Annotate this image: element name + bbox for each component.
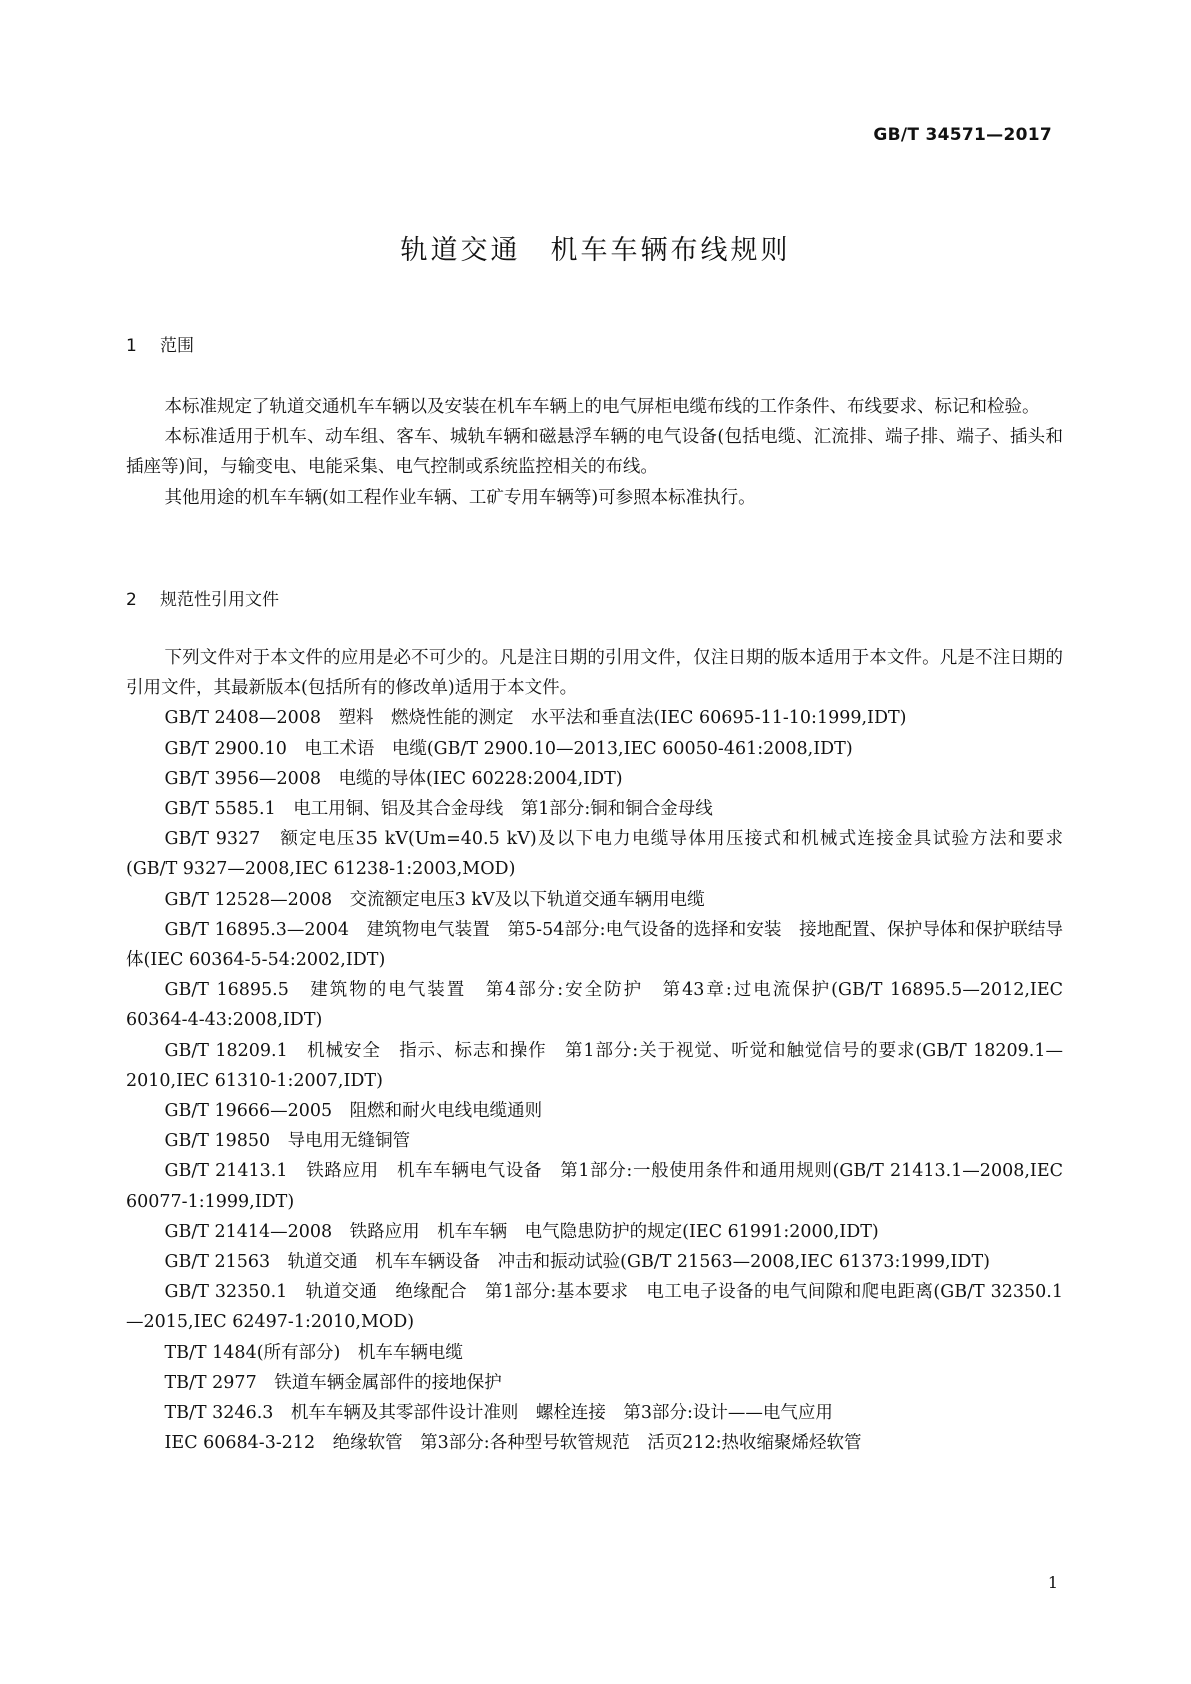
document-title: 轨道交通 机车车辆布线规则 <box>400 235 791 266</box>
references-body <box>126 643 1063 1458</box>
scope-body <box>126 392 1063 513</box>
reference-item: GB/T 21414—2008 铁路应用 机车车辆 电气隐患防护的规定(IEC 61991:2000,IDT) <box>164 1221 879 1242</box>
reference-item: GB/T 21413.1 铁路应用 机车车辆电气设备 第1部分:一般使用条件和通用规则(GB/T 21413.1—2008,IEC 60077-1:1999,IDT) <box>126 1161 1063 1212</box>
scope-paragraph: 其他用途的机车车辆(如工程作业车辆、工矿专用车辆等)可参照本标准执行。 <box>164 487 756 508</box>
page-number: 1 <box>1047 1573 1058 1592</box>
reference-item: GB/T 21563 轨道交通 机车车辆设备 冲击和振动试验(GB/T 21563—2008,IEC 61373:1999,IDT) <box>164 1252 990 1273</box>
scope-paragraph: 本标准规定了轨道交通机车车辆以及安装在机车车辆上的电气屏柜电缆布线的工作条件、布线要求、标记和检验。 <box>164 397 1040 417</box>
reference-item: IEC 60684-3-212 绝缘软管 第3部分:各种型号软管规范 活页212:热收缩聚烯烃软管 <box>164 1433 862 1454</box>
reference-item: GB/T 32350.1 轨道交通 绝缘配合 第1部分:基本要求 电工电子设备的电气间隙和爬电距离(GB/T 32350.1—2015,IEC 62497-1:2010,MOD) <box>126 1282 1063 1333</box>
reference-item: GB/T 3956—2008 电缆的导体(IEC 60228:2004,IDT) <box>164 768 623 789</box>
scope-paragraph: 本标准适用于机车、动车组、客车、城轨车辆和磁悬浮车辆的电气设备(包括电缆、汇流排、端子排、端子、插头和插座等)间，与输变电、电能采集、电气控制或系统监控相关的布线。 <box>126 427 1063 478</box>
reference-item: GB/T 2900.10 电工术语 电缆(GB/T 2900.10—2013,IEC 60050-461:2008,IDT) <box>164 738 853 759</box>
reference-item: GB/T 16895.3—2004 建筑物电气装置 第5-54部分:电气设备的选择和安装 接地配置、保护导体和保护联结导体(IEC 60364-5-54:2002,IDT) <box>126 919 1063 971</box>
reference-item: TB/T 1484(所有部分) 机车车辆电缆 <box>164 1342 463 1363</box>
reference-item: GB/T 18209.1 机械安全 指示、标志和操作 第1部分:关于视觉、听觉和触觉信号的要求(GB/T 18209.1—2010,IEC 61310-1:2007,IDT) <box>126 1040 1063 1091</box>
reference-item: GB/T 2408—2008 塑料 燃烧性能的测定 水平法和垂直法(IEC 60695-11-10:1999,IDT) <box>164 708 907 729</box>
section-heading-scope <box>126 331 194 356</box>
section-heading-normative-references <box>126 585 279 610</box>
reference-item: GB/T 16895.5 建筑物的电气装置 第4部分:安全防护 第43章:过电流保护(GB/T 16895.5—2012,IEC 60364-4-43:2008,IDT) <box>126 980 1063 1031</box>
section-title: 范围 <box>160 336 194 356</box>
reference-item: TB/T 2977 铁道车辆金属部件的接地保护 <box>164 1372 502 1393</box>
reference-item: GB/T 19666—2005 阻燃和耐火电线电缆通则 <box>164 1101 543 1122</box>
section-number: 1 <box>126 336 137 356</box>
section-number: 2 <box>126 590 137 610</box>
reference-item: GB/T 9327 额定电压35 kV(Um=40.5 kV)及以下电力电缆导体用压接式和机械式连接金具试验方法和要求(GB/T 9327—2008,IEC 61238-1:2003,MOD) <box>126 829 1063 880</box>
reference-item: GB/T 5585.1 电工用铜、铝及其合金母线 第1部分:铜和铜合金母线 <box>164 799 713 820</box>
references-intro: 下列文件对于本文件的应用是必不可少的。凡是注日期的引用文件，仅注日期的版本适用于本文件。凡是不注日期的引用文件，其最新版本(包括所有的修改单)适用于本文件。 <box>126 648 1063 699</box>
reference-item: TB/T 3246.3 机车车辆及其零部件设计准则 螺栓连接 第3部分:设计——电气应用 <box>164 1403 833 1424</box>
section-title: 规范性引用文件 <box>160 590 279 610</box>
reference-item: GB/T 19850 导电用无缝铜管 <box>164 1131 411 1152</box>
standard-number: GB/T 34571—2017 <box>873 125 1052 145</box>
reference-item: GB/T 12528—2008 交流额定电压3 kV及以下轨道交通车辆用电缆 <box>164 889 705 910</box>
